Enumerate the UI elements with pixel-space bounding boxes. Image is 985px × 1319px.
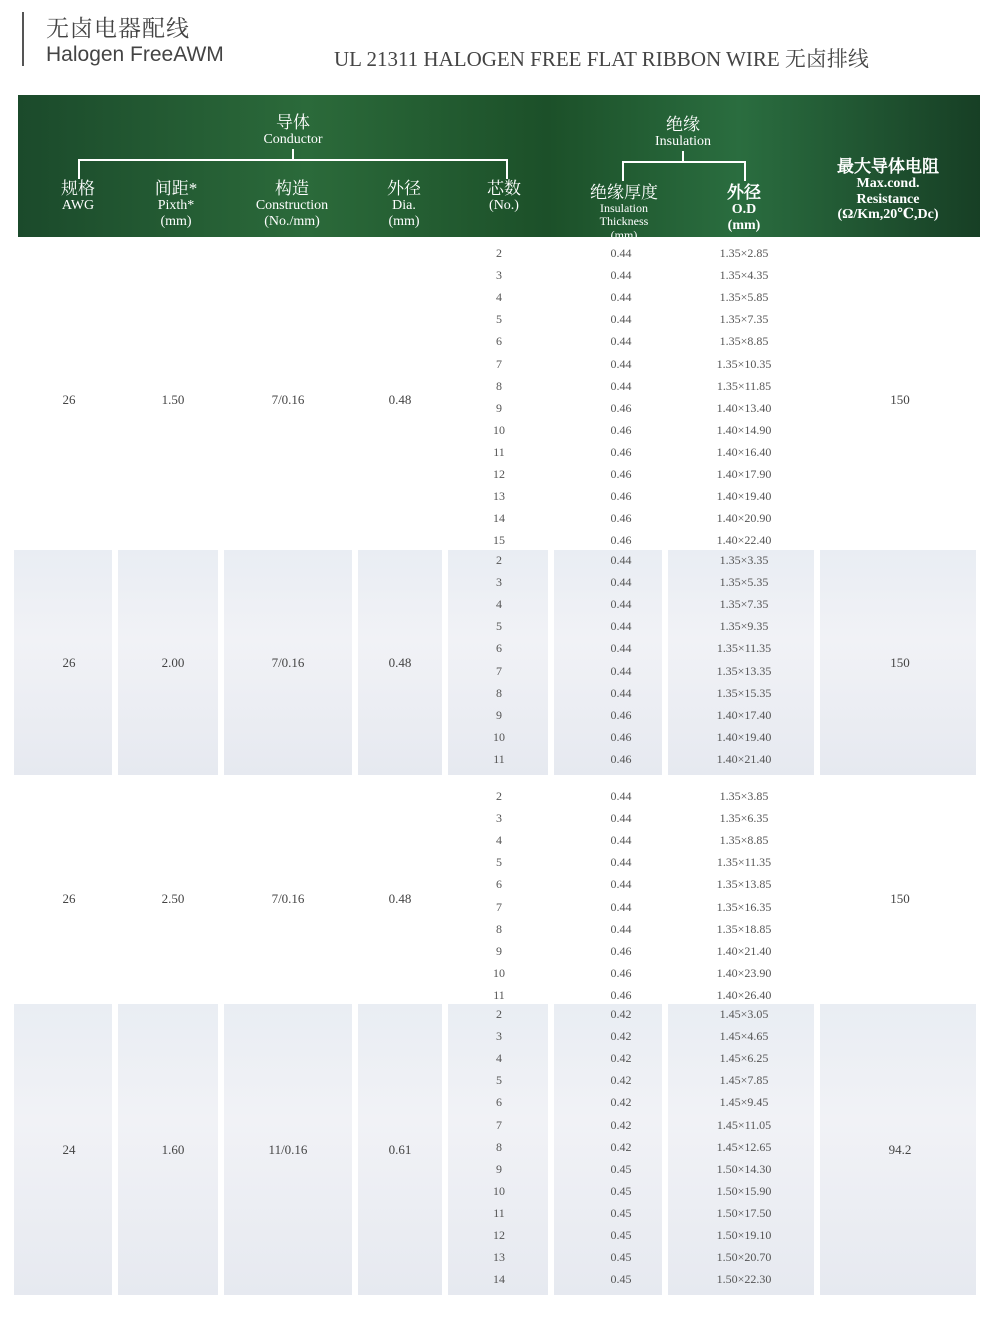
insulation-thickness: 0.44 <box>610 553 632 567</box>
title-divider <box>22 12 24 66</box>
table-row <box>14 1115 980 1137</box>
insulation-thickness: 0.42 <box>610 1117 632 1132</box>
insulation-thickness: 0.46 <box>610 729 632 744</box>
insulation-thickness: 0.42 <box>610 1029 632 1044</box>
awg-value: 26 <box>62 654 76 670</box>
outer-diameter: 1.50×19.10 <box>716 1228 772 1242</box>
core-count: 3 <box>496 1029 502 1044</box>
product-title: UL 21311 HALOGEN FREE FLAT RIBBON WIRE 无卤排线 <box>334 47 869 71</box>
core-count: 12 <box>493 1228 505 1242</box>
outer-diameter: 1.40×20.90 <box>716 511 772 526</box>
core-count: 10 <box>493 422 505 437</box>
pitch-value: 2.00 <box>161 654 185 670</box>
table-row <box>14 287 980 309</box>
insulation-thickness: 0.44 <box>610 641 632 656</box>
construction-value: 7/0.16 <box>271 391 305 407</box>
table-row <box>14 550 980 572</box>
table-row <box>14 309 980 331</box>
core-count: 14 <box>493 511 505 526</box>
table-row <box>14 1092 980 1114</box>
insulation-thickness: 0.42 <box>610 1095 632 1110</box>
insulation-thickness: 0.44 <box>610 268 632 283</box>
col-thickness: 绝缘厚度 Insulation Thickness (mm) <box>590 183 658 242</box>
core-count: 13 <box>493 1250 505 1265</box>
table-row <box>14 727 980 749</box>
core-count: 3 <box>496 575 502 590</box>
table-row <box>14 1004 980 1026</box>
outer-diameter: 1.40×14.90 <box>716 422 772 437</box>
spec-group <box>14 243 980 556</box>
table-row <box>14 963 980 985</box>
core-count: 5 <box>496 855 502 870</box>
insulation-thickness: 0.44 <box>610 833 632 848</box>
table-row <box>14 616 980 638</box>
table-row <box>14 808 980 830</box>
table-row <box>14 1137 980 1159</box>
outer-diameter: 1.50×14.30 <box>716 1161 772 1176</box>
outer-diameter: 1.35×6.35 <box>719 811 769 826</box>
table-row <box>14 683 980 705</box>
core-count: 8 <box>496 1139 502 1154</box>
insulation-thickness: 0.42 <box>610 1073 632 1088</box>
core-count: 10 <box>493 729 505 744</box>
table-row <box>14 1181 980 1203</box>
table-row <box>14 897 980 919</box>
table-row <box>14 749 980 771</box>
table-header <box>18 95 980 242</box>
outer-diameter: 1.45×4.65 <box>719 1029 769 1044</box>
core-count: 8 <box>496 378 502 393</box>
table-row <box>14 830 980 852</box>
insulation-thickness: 0.46 <box>610 489 632 504</box>
core-count: 8 <box>496 685 502 700</box>
core-count: 11 <box>493 444 505 459</box>
core-count: 7 <box>496 899 502 914</box>
table-row <box>14 1203 980 1225</box>
dia-value: 0.61 <box>388 1141 412 1157</box>
table-row <box>14 941 980 963</box>
core-count: 3 <box>496 268 502 283</box>
outer-diameter: 1.35×11.85 <box>716 378 772 393</box>
insulation-thickness: 0.44 <box>610 290 632 305</box>
insulation-thickness: 0.46 <box>610 400 632 415</box>
spec-group <box>14 550 980 775</box>
insulation-thickness: 0.45 <box>610 1183 632 1198</box>
col-no: 芯数 (No.) <box>487 179 521 214</box>
col-od: 外径 O.D (mm) <box>727 183 761 233</box>
outer-diameter: 1.35×15.35 <box>716 685 772 700</box>
core-count: 4 <box>496 833 502 848</box>
outer-diameter: 1.40×21.40 <box>716 751 772 766</box>
insulation-thickness: 0.44 <box>610 312 632 327</box>
outer-diameter: 1.40×17.90 <box>716 467 772 481</box>
core-count: 5 <box>496 619 502 634</box>
outer-diameter: 1.45×6.25 <box>719 1051 769 1066</box>
core-count: 9 <box>496 943 502 958</box>
insulation-thickness: 0.42 <box>610 1007 632 1021</box>
col-dia: 外径 Dia. (mm) <box>387 179 421 229</box>
core-count: 6 <box>496 641 502 656</box>
construction-value: 11/0.16 <box>268 1141 308 1157</box>
core-count: 14 <box>493 1272 505 1287</box>
insulation-thickness: 0.44 <box>610 378 632 393</box>
insulation-thickness: 0.44 <box>610 789 632 803</box>
core-count: 6 <box>496 1095 502 1110</box>
core-count: 6 <box>496 877 502 892</box>
insulation-thickness: 0.46 <box>610 943 632 958</box>
core-count: 3 <box>496 811 502 826</box>
outer-diameter: 1.50×20.70 <box>716 1250 772 1265</box>
insulation-thickness: 0.44 <box>610 597 632 612</box>
insulation-thickness: 0.46 <box>610 511 632 526</box>
core-count: 2 <box>496 789 502 803</box>
insulation-thickness: 0.45 <box>610 1228 632 1242</box>
outer-diameter: 1.35×8.85 <box>719 833 769 848</box>
core-count: 12 <box>493 467 505 481</box>
conductor-bracket <box>78 159 508 179</box>
outer-diameter: 1.45×9.45 <box>719 1095 769 1110</box>
core-count: 2 <box>496 553 502 567</box>
table-row <box>14 572 980 594</box>
insulation-thickness: 0.46 <box>610 533 632 548</box>
outer-diameter: 1.35×13.35 <box>716 663 772 678</box>
outer-diameter: 1.35×16.35 <box>716 899 772 914</box>
insulation-thickness: 0.44 <box>610 663 632 678</box>
insulation-thickness: 0.46 <box>610 422 632 437</box>
insulation-thickness: 0.44 <box>610 356 632 371</box>
dia-value: 0.48 <box>388 890 412 906</box>
insulation-thickness: 0.44 <box>610 877 632 892</box>
table-row <box>14 638 980 660</box>
resistance-value: 150 <box>890 654 910 670</box>
insulation-thickness: 0.44 <box>610 921 632 936</box>
outer-diameter: 1.40×22.40 <box>716 533 772 548</box>
awg-value: 26 <box>62 391 76 407</box>
table-row <box>14 508 980 530</box>
core-count: 2 <box>496 246 502 260</box>
core-count: 4 <box>496 597 502 612</box>
table-row <box>14 376 980 398</box>
construction-value: 7/0.16 <box>271 890 305 906</box>
outer-diameter: 1.45×12.65 <box>716 1139 772 1154</box>
insulation-thickness: 0.44 <box>610 334 632 349</box>
insulation-thickness: 0.42 <box>610 1051 632 1066</box>
construction-value: 7/0.16 <box>271 654 305 670</box>
table-row <box>14 1247 980 1269</box>
outer-diameter: 1.35×13.85 <box>716 877 772 892</box>
table-row <box>14 530 980 552</box>
col-construction: 构造 Construction (No./mm) <box>255 179 329 229</box>
resistance-value: 150 <box>890 391 910 407</box>
table-row <box>14 398 980 420</box>
outer-diameter: 1.35×7.35 <box>719 312 769 327</box>
core-count: 10 <box>493 1183 505 1198</box>
awg-value: 24 <box>62 1141 76 1157</box>
core-count: 2 <box>496 1007 502 1021</box>
spec-group <box>14 786 980 1011</box>
outer-diameter: 1.50×15.90 <box>716 1183 772 1198</box>
insulation-thickness: 0.46 <box>610 444 632 459</box>
table-row <box>14 420 980 442</box>
core-count: 11 <box>493 751 505 766</box>
outer-diameter: 1.35×3.85 <box>719 789 769 803</box>
table-row <box>14 594 980 616</box>
resistance-value: 94.2 <box>888 1141 912 1157</box>
outer-diameter: 1.35×9.35 <box>719 619 769 634</box>
outer-diameter: 1.35×2.85 <box>719 246 769 260</box>
table-row <box>14 1159 980 1181</box>
table-row <box>14 705 980 727</box>
outer-diameter: 1.35×7.35 <box>719 597 769 612</box>
col-resistance: 最大导体电阻 Max.cond. Resistance (Ω/Km,20℃,Dc) <box>837 157 939 223</box>
pitch-value: 1.50 <box>161 391 185 407</box>
core-count: 7 <box>496 1117 502 1132</box>
core-count: 6 <box>496 334 502 349</box>
outer-diameter: 1.50×17.50 <box>716 1205 772 1220</box>
outer-diameter: 1.40×16.40 <box>716 444 772 459</box>
outer-diameter: 1.35×11.35 <box>716 855 772 870</box>
page-title-en: Halogen FreeAWM <box>46 43 224 66</box>
table-row <box>14 243 980 265</box>
outer-diameter: 1.35×18.85 <box>716 921 772 936</box>
outer-diameter: 1.35×5.35 <box>719 575 769 590</box>
outer-diameter: 1.50×22.30 <box>716 1272 772 1287</box>
outer-diameter: 1.45×7.85 <box>719 1073 769 1088</box>
core-count: 9 <box>496 400 502 415</box>
insulation-thickness: 0.44 <box>610 619 632 634</box>
outer-diameter: 1.35×8.85 <box>719 334 769 349</box>
table-row <box>14 919 980 941</box>
outer-diameter: 1.40×17.40 <box>716 707 772 722</box>
outer-diameter: 1.45×3.05 <box>719 1007 769 1021</box>
core-count: 4 <box>496 290 502 305</box>
dia-value: 0.48 <box>388 391 412 407</box>
col-awg: 规格 AWG <box>61 179 95 214</box>
table-row <box>14 1269 980 1291</box>
awg-value: 26 <box>62 890 76 906</box>
pitch-value: 1.60 <box>161 1141 185 1157</box>
insulation-thickness: 0.45 <box>610 1272 632 1287</box>
dia-value: 0.48 <box>388 654 412 670</box>
table-row <box>14 1225 980 1247</box>
insulation-thickness: 0.42 <box>610 1139 632 1154</box>
outer-diameter: 1.40×19.40 <box>716 729 772 744</box>
table-row <box>14 661 980 683</box>
resistance-value: 150 <box>890 890 910 906</box>
core-count: 5 <box>496 1073 502 1088</box>
conductor-group-label: 导体 Conductor <box>263 113 323 148</box>
outer-diameter: 1.40×21.40 <box>716 943 772 958</box>
table-row <box>14 852 980 874</box>
table-row <box>14 331 980 353</box>
core-count: 7 <box>496 356 502 371</box>
core-count: 9 <box>496 707 502 722</box>
outer-diameter: 1.35×5.85 <box>719 290 769 305</box>
insulation-thickness: 0.46 <box>610 467 632 481</box>
core-count: 11 <box>493 987 505 1002</box>
insulation-thickness: 0.44 <box>610 899 632 914</box>
insulation-thickness: 0.46 <box>610 707 632 722</box>
core-count: 4 <box>496 1051 502 1066</box>
core-count: 13 <box>493 489 505 504</box>
col-pitch: 间距* Pixth* (mm) <box>154 179 198 229</box>
outer-diameter: 1.40×23.90 <box>716 965 772 980</box>
insulation-thickness: 0.45 <box>610 1205 632 1220</box>
core-count: 8 <box>496 921 502 936</box>
outer-diameter: 1.35×11.35 <box>716 641 772 656</box>
core-count: 15 <box>493 533 505 548</box>
core-count: 10 <box>493 965 505 980</box>
outer-diameter: 1.35×3.35 <box>719 553 769 567</box>
table-row <box>14 874 980 896</box>
core-count: 5 <box>496 312 502 327</box>
outer-diameter: 1.35×10.35 <box>716 356 772 371</box>
table-row <box>14 1026 980 1048</box>
outer-diameter: 1.40×19.40 <box>716 489 772 504</box>
table-row <box>14 1070 980 1092</box>
pitch-value: 2.50 <box>161 890 185 906</box>
page-title-cn: 无卤电器配线 <box>46 16 190 41</box>
table-row <box>14 354 980 376</box>
insulation-thickness: 0.46 <box>610 965 632 980</box>
table-row <box>14 464 980 486</box>
insulation-thickness: 0.44 <box>610 685 632 700</box>
insulation-group-label: 绝缘 Insulation <box>655 115 711 150</box>
insulation-thickness: 0.45 <box>610 1161 632 1176</box>
insulation-thickness: 0.45 <box>610 1250 632 1265</box>
insulation-thickness: 0.44 <box>610 811 632 826</box>
core-count: 11 <box>493 1205 505 1220</box>
spec-group <box>14 1004 980 1295</box>
core-count: 7 <box>496 663 502 678</box>
outer-diameter: 1.35×4.35 <box>719 268 769 283</box>
outer-diameter: 1.45×11.05 <box>716 1117 772 1132</box>
table-row <box>14 442 980 464</box>
insulation-thickness: 0.44 <box>610 575 632 590</box>
insulation-thickness: 0.46 <box>610 987 632 1002</box>
table-row <box>14 786 980 808</box>
table-row <box>14 265 980 287</box>
core-count: 9 <box>496 1161 502 1176</box>
insulation-thickness: 0.44 <box>610 855 632 870</box>
insulation-thickness: 0.46 <box>610 751 632 766</box>
table-row <box>14 486 980 508</box>
insulation-bracket <box>622 161 746 181</box>
insulation-thickness: 0.44 <box>610 246 632 260</box>
outer-diameter: 1.40×26.40 <box>716 987 772 1002</box>
outer-diameter: 1.40×13.40 <box>716 400 772 415</box>
table-row <box>14 1048 980 1070</box>
